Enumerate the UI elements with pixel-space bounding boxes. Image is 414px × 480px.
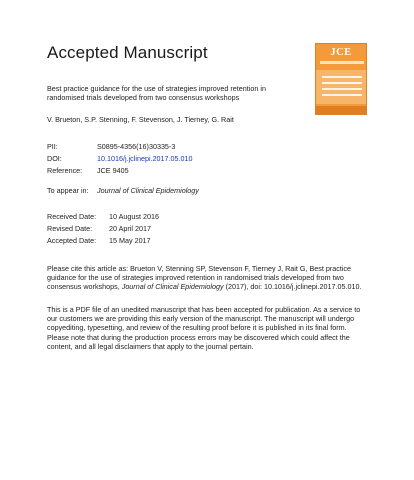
revised-date-label: Revised Date:: [47, 224, 93, 233]
reference-value: JCE 9405: [97, 166, 129, 175]
citation-paragraph: [47, 264, 369, 292]
pii-label: PII:: [47, 142, 58, 151]
journal-name: Journal of Clinical Epidemiology: [97, 186, 199, 195]
article-authors: V. Brueton, S.P. Stenning, F. Stevenson, J. Tierney, G. Rait: [47, 115, 234, 124]
cover-line: [322, 76, 362, 78]
citation-prefix: Please cite this article as: Brueton V, Stenning SP, Stevenson F, Tierney J, Rait G, Best practice guidance for the use of strategies improved retention in randomised trials developed from two consensus workshops,: [47, 264, 352, 292]
accepted-date-label: Accepted Date:: [47, 236, 97, 245]
article-title: Best practice guidance for the use of strategies improved retention in randomised trials developed from two consensus workshops: [47, 84, 266, 103]
disclaimer-paragraph: This is a PDF file of an unedited manuscript that has been accepted for publication. As a service to our customers we are providing this early version of the manuscript. The manuscript will undergo copyediting, typesetting, and review of the resulting proof before it is published in its final form. Please note that during the production process errors may be discovered which could affect the content, and all legal disclaimers that apply to the journal pertain.: [47, 305, 361, 351]
accepted-date-value: 15 May 2017: [109, 236, 151, 245]
cover-line: [322, 88, 362, 90]
pii-value: S0895-4356(16)30335-3: [97, 142, 176, 151]
cover-band: [316, 70, 366, 104]
cover-line: [322, 94, 362, 96]
revised-date-value: 20 April 2017: [109, 224, 151, 233]
journal-masthead: JCE: [330, 47, 352, 58]
journal-cover-image: [315, 43, 367, 115]
cover-footer: [316, 106, 366, 114]
cover-line: [322, 82, 362, 84]
received-date-value: 10 August 2016: [109, 212, 159, 221]
appear-in-label: To appear in:: [47, 186, 89, 195]
citation-suffix: (2017), doi: 10.1016/j.jclinepi.2017.05.010.: [223, 282, 362, 292]
received-date-label: Received Date:: [47, 212, 97, 221]
doi-label: DOI:: [47, 154, 62, 163]
reference-label: Reference:: [47, 166, 83, 175]
citation-journal: Journal of Clinical Epidemiology: [121, 282, 224, 292]
page-heading: Accepted Manuscript: [47, 43, 208, 62]
cover-subtitle-bar: [320, 61, 364, 64]
doi-link[interactable]: 10.1016/j.jclinepi.2017.05.010: [97, 154, 193, 163]
